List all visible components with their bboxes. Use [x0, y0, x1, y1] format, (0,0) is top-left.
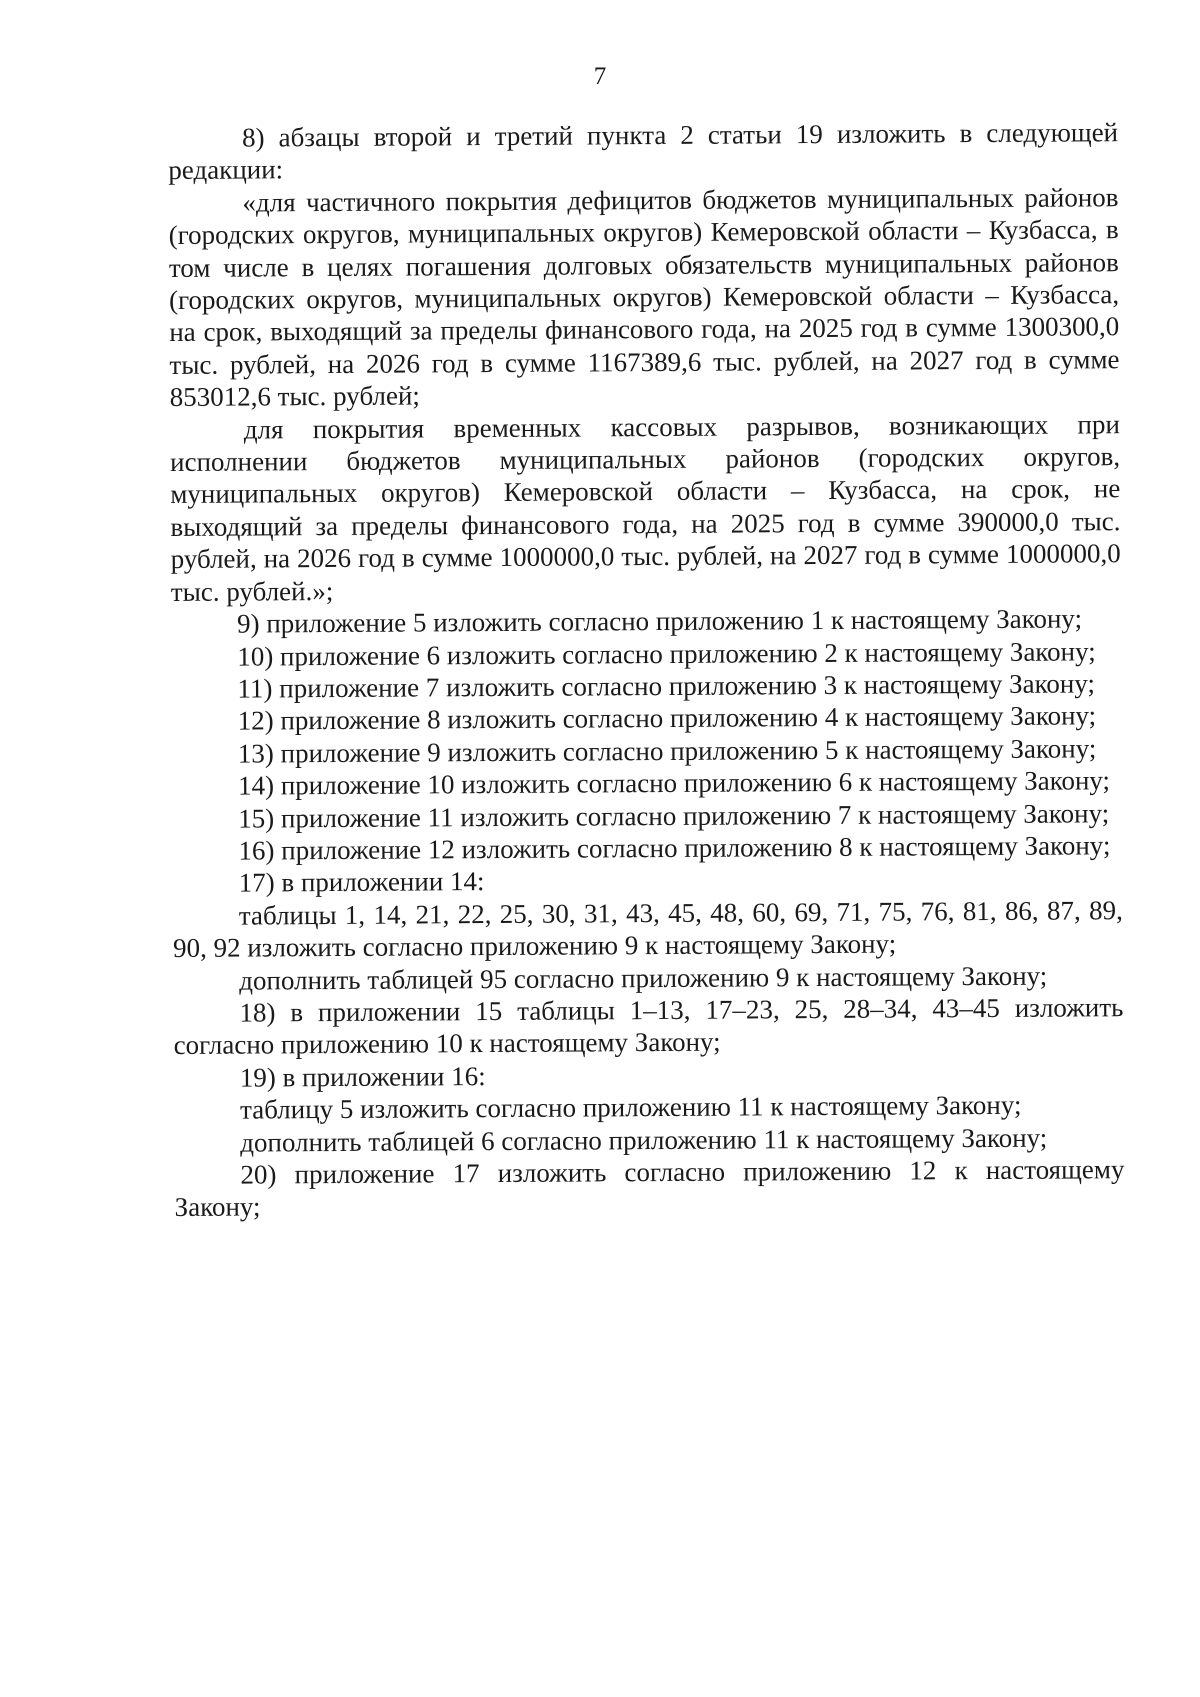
paragraph-item-10: 10) приложение 6 изложить согласно приложению 2 к настоящему Закону; — [237, 635, 1096, 672]
paragraph-item-13: 13) приложение 9 изложить согласно приложению 5 к настоящему Закону; — [237, 733, 1097, 769]
paragraph-item-8: 8) абзацы второй и третий пункта 2 статьи 19 изложить в следующей редакции: — [168, 117, 1119, 186]
paragraph-item-20: 20) приложение 17 изложить согласно приложению 12 к настоящему Закону; — [174, 1154, 1125, 1223]
paragraph-item-15: 15) приложение 11 изложить согласно приложению 7 к настоящему Закону; — [238, 797, 1110, 834]
paragraph-item-16: 16) приложение 12 изложить согласно приложению 8 к настоящему Закону; — [238, 830, 1111, 866]
page-number: 7 — [593, 63, 607, 90]
document-body — [168, 116, 1125, 1224]
paragraph-item-19-table: таблицу 5 изложить согласно приложению 11 к настоящему Закону; — [239, 1089, 1022, 1125]
paragraph-item-11: 11) приложение 7 изложить согласно приложению 3 к настоящему Закону; — [237, 668, 1096, 704]
paragraph-item-17-tables: таблицы 1, 14, 21, 22, 25, 30, 31, 43, 45, 48, 60, 69, 71, 75, 76, 81, 86, 87, 89, 90, 92 изложить согласно приложению 9 к настоящему Закону; — [172, 894, 1123, 964]
paragraph-item-9: 9) приложение 5 изложить согласно приложению 1 к настоящему Закону; — [236, 603, 1083, 639]
paragraph-item-14: 14) приложение 10 изложить согласно приложению 6 к настоящему Закону; — [237, 765, 1111, 801]
paragraph-item-19-add-table: дополнить таблицей 6 согласно приложению 11 к настоящему Закону; — [240, 1122, 1048, 1158]
paragraph-quote-cash-gaps: для покрытия временных кассовых разрывов, возникающих при исполнении бюджетов муниципальных районов (городских округов, муниципальных округов) Кемеровской области – Кузбасса, на срок, не выходящий за пределы финансового года, на 2025 год в сумме 390000,0 тыс. рублей, на 2026 год в сумме 1000000,0 тыс. рублей, на 2027 год в сумме 1000000,0 тыс. рублей.»; — [169, 408, 1121, 607]
paragraph-quote-deficit: «для частичного покрытия дефицитов бюджетов муниципальных районов (городских округов, муниципальных округов) Кемеровской области – Кузбасса, в том числе в целях погашения долговых обязательств муниципальных районов (городских округов, муниципальных округов) Кемеровской области – Кузбасса, на срок, выходящий за пределы финансового года, на 2025 год в сумме 1300300,0 тыс. рублей, на 2026 год в сумме 1167389,6 тыс. рублей, на 2027 год в сумме 853012,6 тыс. рублей; — [168, 182, 1120, 413]
paragraph-item-18: 18) в приложении 15 таблицы 1–13, 17–23, 25, 28–34, 43–45 изложить согласно приложению 10 к настоящему Закону; — [173, 992, 1124, 1061]
paragraph-item-17-add-table: дополнить таблицей 95 согласно приложению 9 к настоящему Закону; — [239, 960, 1048, 996]
paragraph-item-17: 17) в приложении 14: — [238, 866, 485, 898]
paragraph-item-19: 19) в приложении 16: — [239, 1060, 486, 1093]
paragraph-item-12: 12) приложение 8 изложить согласно приложению 4 к настоящему Закону; — [237, 700, 1097, 736]
